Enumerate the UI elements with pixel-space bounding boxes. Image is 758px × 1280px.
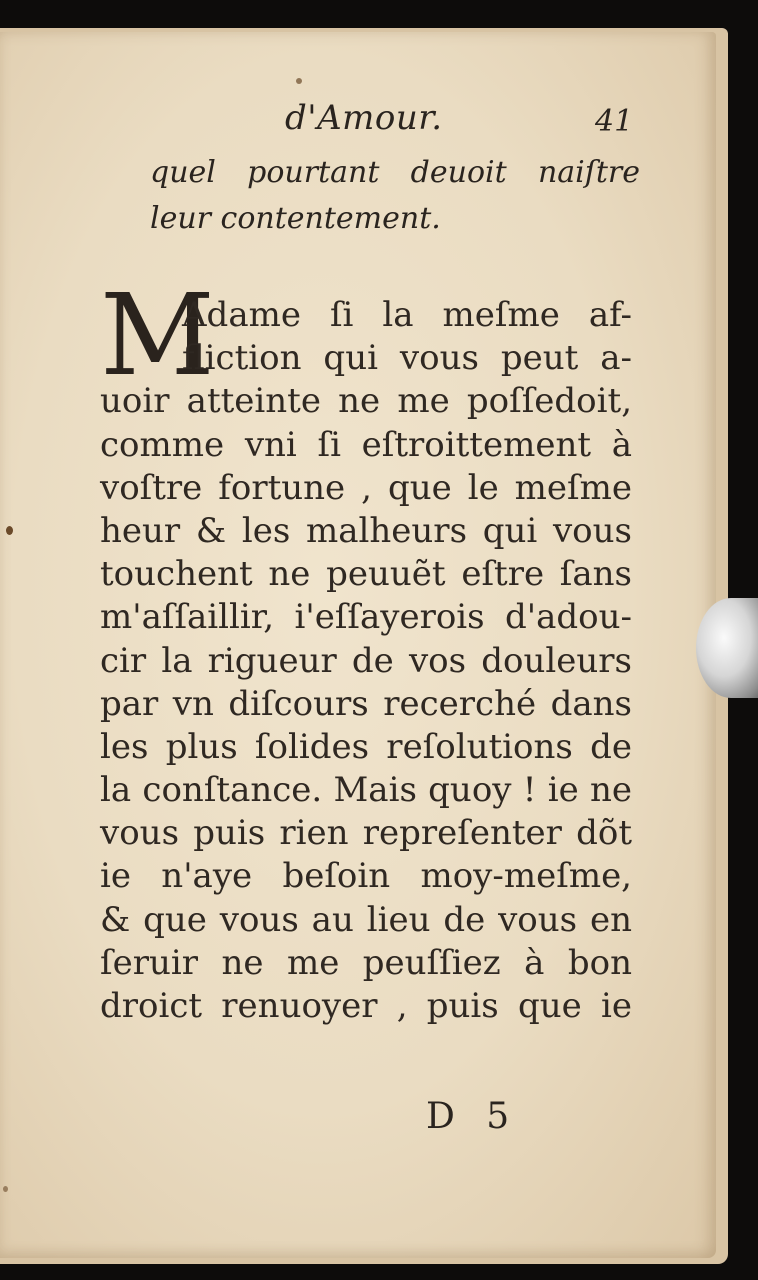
signature-mark: D 5 [426, 1096, 520, 1137]
section-heading [150, 150, 640, 242]
text-line: fliction qui vous peut a- [182, 338, 632, 379]
text-line: les plus ſolides reſolutions de [100, 726, 632, 767]
page-clip [696, 598, 758, 698]
text-line: uoir atteinte ne me poſſedoit, [100, 381, 632, 422]
text-line: comme vni ſi eſtroittement à [100, 424, 632, 465]
text-line: ſeruir ne me peuſſiez à bon [100, 942, 632, 983]
text-line: la conſtance. Mais quoy ! ie ne [100, 770, 632, 811]
text-line: vous puis rien repreſenter dõt [100, 813, 632, 854]
text-line: par vn diſcours recerché dans [100, 683, 632, 724]
text-line: voſtre fortune , que le meſme [100, 467, 632, 508]
text-line: droict renuoyer , puis que ie [100, 986, 632, 1026]
running-head: d'Amour. [285, 98, 443, 138]
text-line: heur & les malheurs qui vous [100, 510, 632, 551]
heading-line: leur contentement. [150, 201, 441, 236]
text-line: cir la rigueur de vos douleurs [100, 640, 632, 681]
ink-speck [3, 1186, 8, 1192]
text-line: m'aſſaillir, i'eſſayerois d'adou- [100, 597, 632, 638]
text-line: & que vous au lieu de vous en [100, 899, 632, 940]
heading-line: quel pourtant deuoit naiſtre [150, 155, 640, 190]
ink-speck [6, 526, 13, 535]
body-text [100, 294, 632, 1028]
text-line: touchent ne peuuẽt eſtre ſans [100, 554, 632, 595]
ink-speck [296, 78, 302, 84]
text-line: ie n'aye beſoin moy-meſme, [100, 856, 632, 897]
drop-cap: M [100, 271, 215, 401]
page-number: 41 [595, 104, 634, 139]
text-line: Adame ſi la meſme af- [182, 295, 632, 335]
